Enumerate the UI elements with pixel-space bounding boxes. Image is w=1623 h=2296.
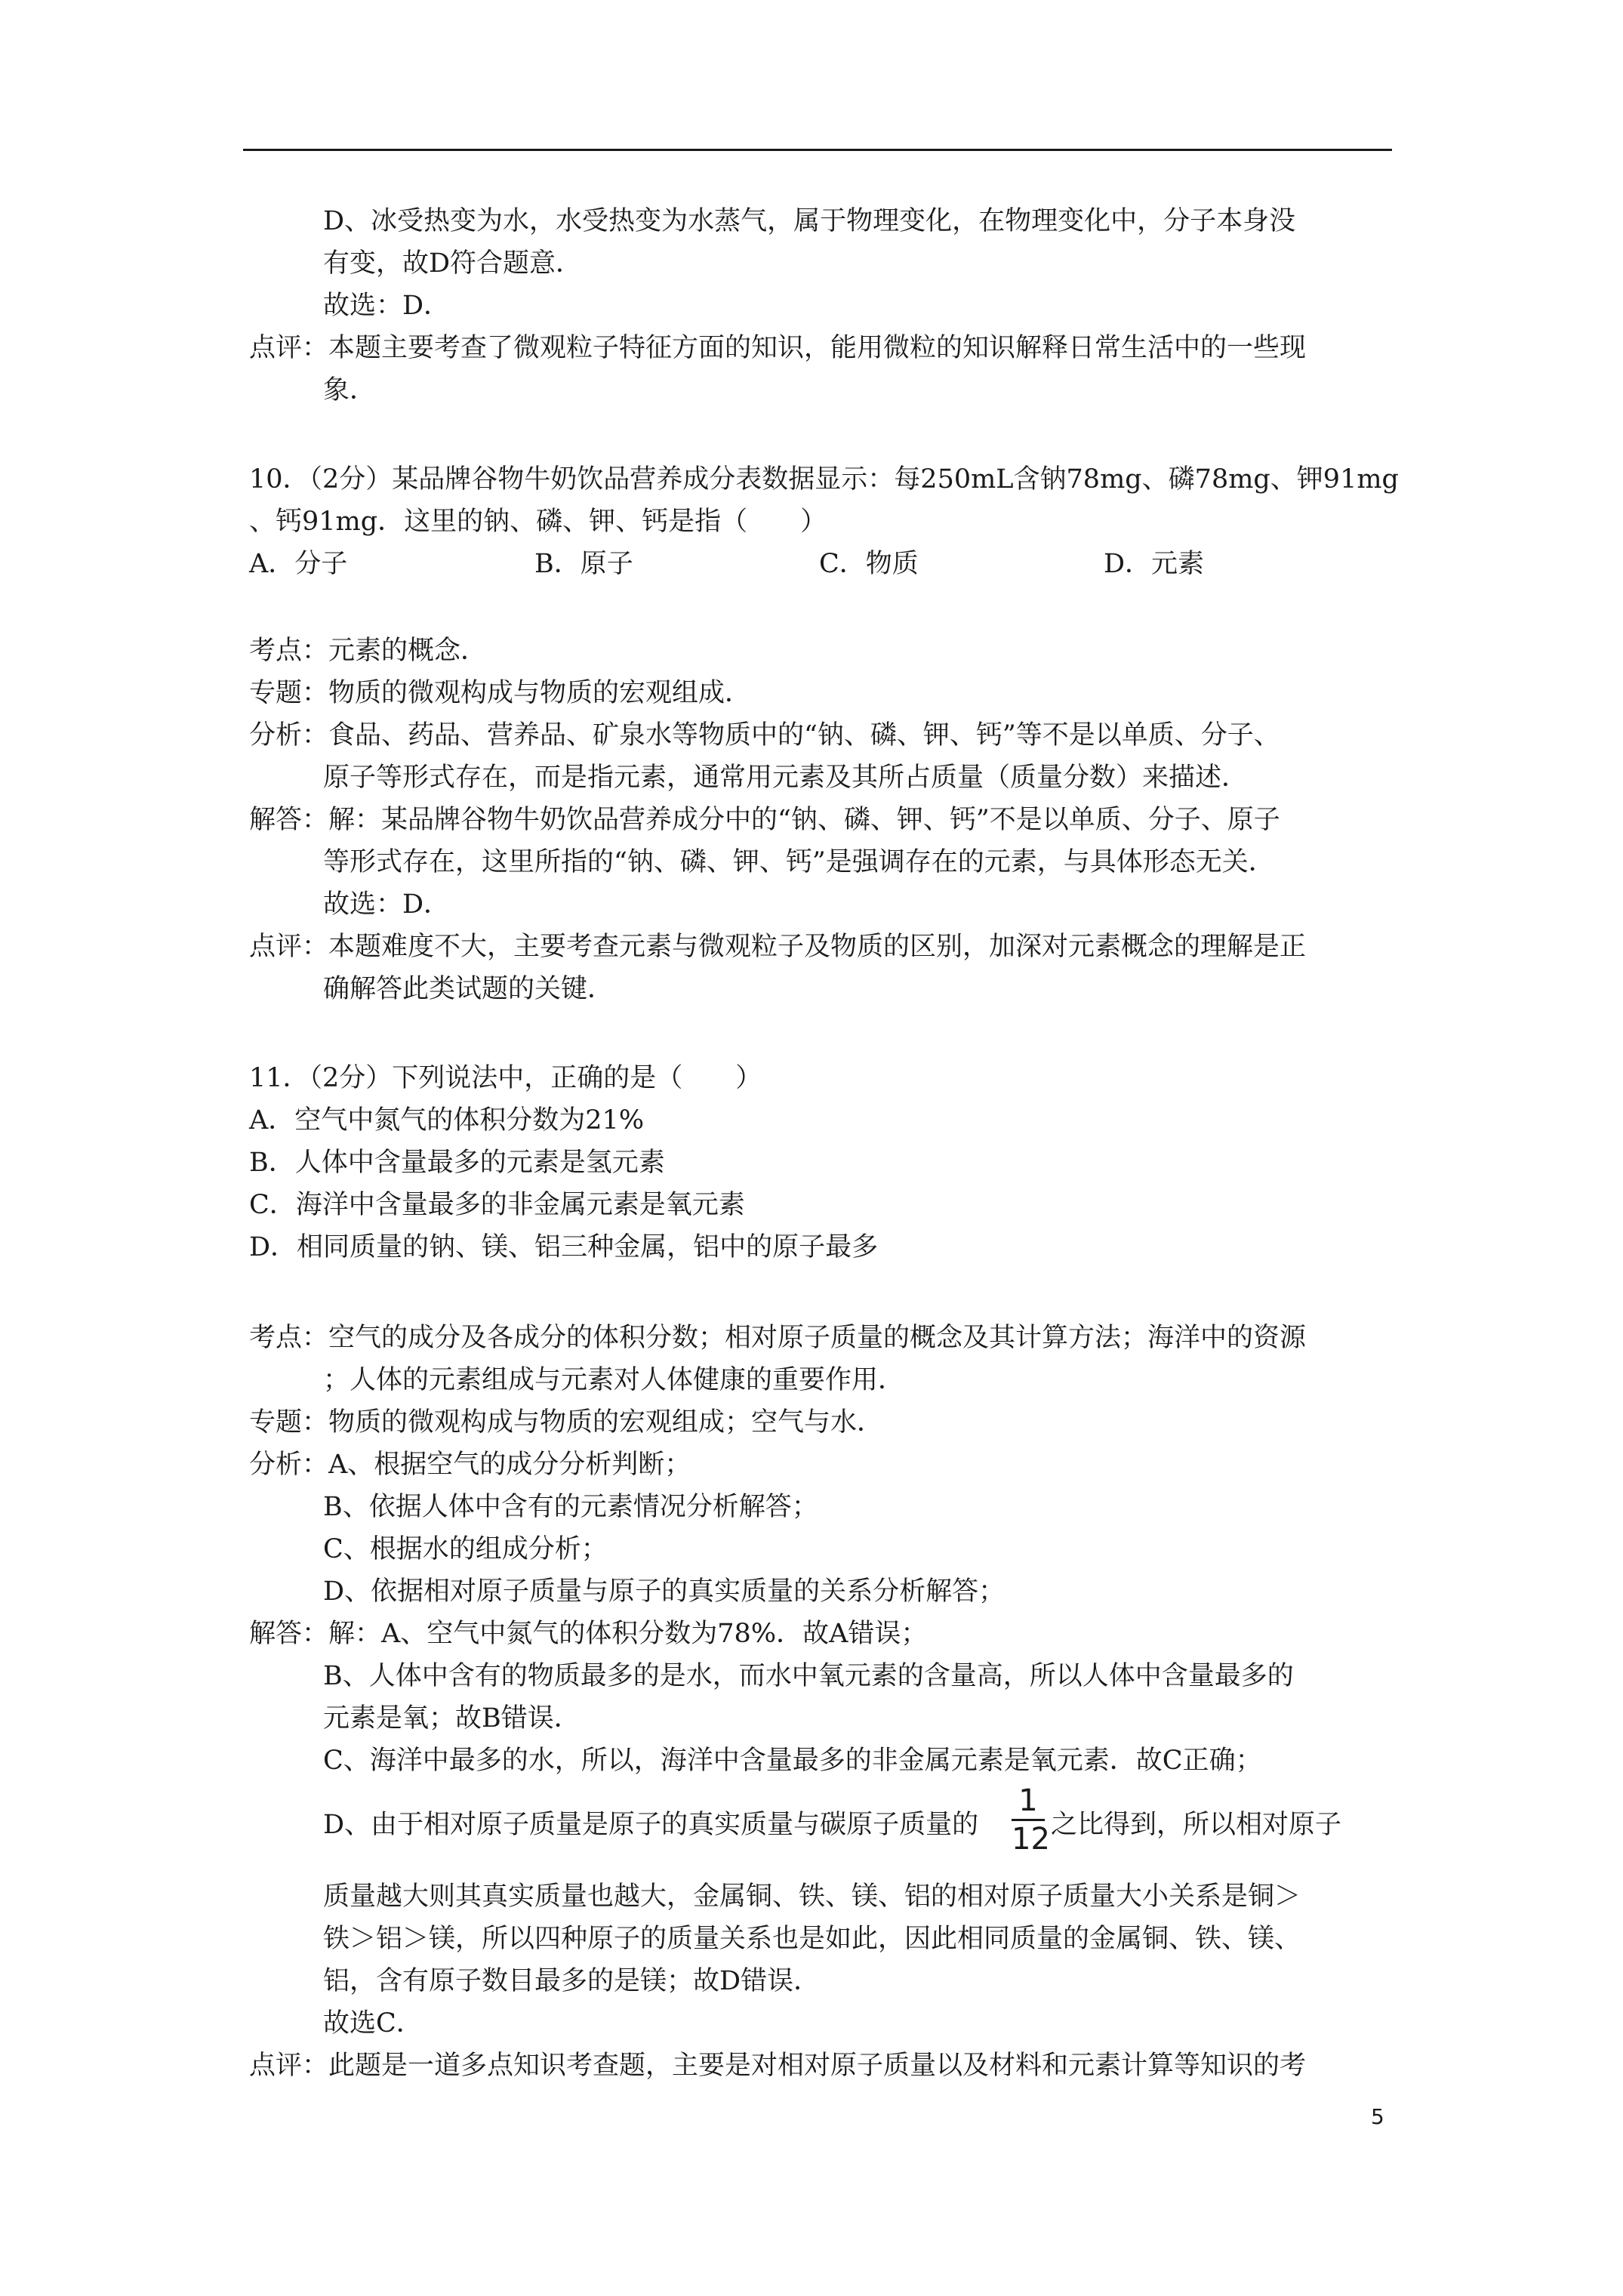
header-rule <box>243 149 1392 151</box>
q10-option-a: A．分子 <box>249 549 348 579</box>
q10-option-d: D．元素 <box>1104 549 1205 579</box>
q11-jieda-d4: 铝，含有原子数目最多的是镁；故D错误． <box>323 1966 821 1996</box>
q11-jieda-d1-post: 之比得到，所以相对原子 <box>1051 1810 1342 1840</box>
fraction-one-twelfth <box>1012 1783 1050 1857</box>
q11-fenxi-line2: B、依据人体中含有的元素情况分析解答； <box>323 1492 818 1522</box>
q10-option-b: B．原子 <box>534 549 633 579</box>
q9-review-line2: 象． <box>323 375 377 405</box>
q9-answer-d-line2: 有变，故D符合题意． <box>323 248 583 279</box>
q11-jieda-b1: B、人体中含有的物质最多的是水，而水中氧元素的含量高，所以人体中含量最多的 <box>323 1661 1294 1691</box>
q11-option-d: D．相同质量的钠、镁、铝三种金属，铝中的原子最多 <box>249 1232 879 1262</box>
q11-kaodian-line2: ；人体的元素组成与元素对人体健康的重要作用． <box>323 1365 905 1395</box>
q10-stem-line1: 10．（2分）某品牌谷物牛奶饮品营养成分表数据显示：每250mL含钠78mg、磷78mg、钾91mg <box>249 464 1399 495</box>
q9-answer-d-line1: D、冰受热变为水，水受热变为水蒸气，属于物理变化，在物理变化中，分子本身没 <box>323 206 1296 236</box>
q11-option-b: B．人体中含量最多的元素是氢元素 <box>249 1148 665 1178</box>
q11-fenxi-line4: D、依据相对原子质量与原子的真实质量的关系分析解答； <box>323 1576 1006 1607</box>
q11-fenxi-line1: 分析：A、根据空气的成分分析判断； <box>249 1450 691 1480</box>
q9-review-line1: 点评：本题主要考查了微观粒子特征方面的知识，能用微粒的知识解释日常生活中的一些现 <box>249 333 1307 363</box>
q11-option-c: C．海洋中含量最多的非金属元素是氧元素 <box>249 1190 745 1220</box>
q11-kaodian-line1: 考点：空气的成分及各成分的体积分数；相对原子质量的概念及其计算方法；海洋中的资源 <box>249 1323 1307 1353</box>
q11-fenxi-line3: C、根据水的组成分析； <box>323 1534 608 1564</box>
q11-jieda-c: C、海洋中最多的水，所以，海洋中含量最多的非金属元素是氧元素．故C正确； <box>323 1746 1262 1776</box>
q11-jieda-d3: 铁＞铝＞镁，所以四种原子的质量关系也是如此，因此相同质量的金属铜、铁、镁、 <box>323 1924 1301 1954</box>
q11-choice: 故选C． <box>323 2008 423 2039</box>
q11-jieda-d2: 质量越大则其真实质量也越大，金属铜、铁、镁、铝的相对原子质量大小关系是铜＞ <box>323 1881 1301 1912</box>
q11-review-line1: 点评：此题是一道多点知识考查题，主要是对相对原子质量以及材料和元素计算等知识的考 <box>249 2051 1307 2081</box>
q10-option-c: C．物质 <box>819 549 919 579</box>
q10-review-line1: 点评：本题难度不大，主要考查元素与微观粒子及物质的区别，加深对元素概念的理解是正 <box>249 932 1307 962</box>
q10-review-line2: 确解答此类试题的关键． <box>323 974 614 1004</box>
fraction-denominator: 12 <box>1012 1822 1050 1857</box>
q10-fenxi-line1: 分析：食品、药品、营养品、矿泉水等物质中的“钠、磷、钾、钙”等不是以单质、分子、 <box>249 720 1280 750</box>
fraction-numerator: 1 <box>1018 1783 1038 1818</box>
q10-choice: 故选：D． <box>323 889 451 920</box>
q10-kaodian: 考点：元素的概念． <box>249 636 488 666</box>
q10-stem-line2: 、钙91mg．这里的钠、磷、钾、钙是指（ ） <box>249 507 827 537</box>
q9-choice: 故选：D． <box>323 291 451 321</box>
q11-option-a: A．空气中氮气的体积分数为21% <box>249 1105 645 1136</box>
q11-stem: 11．（2分）下列说法中，正确的是（ ） <box>249 1063 762 1093</box>
q11-zhuanti: 专题：物质的微观构成与物质的宏观组成；空气与水． <box>249 1407 884 1438</box>
q10-jieda-line1: 解答：解：某品牌谷物牛奶饮品营养成分中的“钠、磷、钾、钙”不是以单质、分子、原子 <box>249 805 1280 835</box>
q10-zhuanti: 专题：物质的微观构成与物质的宏观组成． <box>249 678 752 708</box>
q11-jieda-a: 解答：解：A、空气中氮气的体积分数为78%．故A错误； <box>249 1619 928 1649</box>
q11-jieda-b2: 元素是氧；故B错误． <box>323 1703 581 1734</box>
q10-fenxi-line2: 原子等形式存在，而是指元素，通常用元素及其所占质量（质量分数）来描述． <box>323 763 1249 793</box>
fraction-bar <box>1012 1819 1045 1821</box>
q10-jieda-line2: 等形式存在，这里所指的“钠、磷、钾、钙”是强调存在的元素，与具体形态无关． <box>323 847 1275 877</box>
page-number: 5 <box>1371 2104 1384 2129</box>
q11-jieda-d1-pre: D、由于相对原子质量是原子的真实质量与碳原子质量的 <box>323 1810 979 1840</box>
